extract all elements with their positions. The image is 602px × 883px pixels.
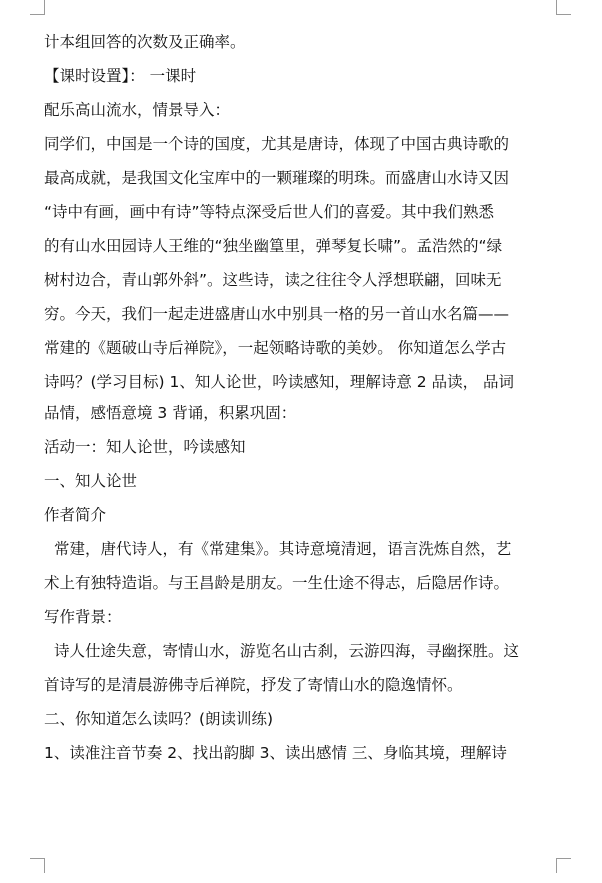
text-line: 诗人仕途失意，寄情山水，游览名山古刹，云游四海，寻幽探胜。这 bbox=[54, 642, 520, 660]
text-line: 诗吗？(学习目标) 1、知人论世，吟读感知，理解诗意 2 品读， 品词 bbox=[44, 373, 515, 391]
crop-mark-bottom-left bbox=[30, 858, 45, 873]
text-line: 品情，感悟意境 3 背诵，积累巩固： bbox=[44, 404, 297, 422]
section-heading: 活动一：知人论世，吟读感知 bbox=[44, 438, 246, 456]
text-line: 树村边合，青山郭外斜”。这些诗，读之往往令人浮想联翩，回味无 bbox=[44, 271, 502, 289]
text-line: 配乐高山流水，情景导入： bbox=[44, 101, 231, 119]
text-line: 首诗写的是清晨游佛寺后禅院，抒发了寄情山水的隐逸情怀。 bbox=[44, 676, 463, 694]
text-line: 常建的《题破山寺后禅院》，一起领略诗歌的美妙。 你知道怎么学古 bbox=[44, 339, 507, 357]
section-heading: 二、你知道怎么读吗？(朗读训练) bbox=[44, 710, 274, 728]
section-heading: 写作背景： bbox=[44, 608, 122, 626]
crop-mark-top-right bbox=[556, 0, 571, 15]
text-line: 同学们，中国是一个诗的国度，尤其是唐诗，体现了中国古典诗歌的 bbox=[44, 135, 510, 153]
text-line: 穷。今天，我们一起走进盛唐山水中别具一格的另一首山水名篇—— bbox=[44, 305, 510, 323]
text-line: 最高成就，是我国文化宝库中的一颗璀璨的明珠。而盛唐山水诗又因 bbox=[44, 169, 510, 187]
section-heading: 一、知人论世 bbox=[44, 472, 138, 490]
section-heading: 【课时设置】： 一课时 bbox=[44, 67, 197, 85]
text-line: “诗中有画，画中有诗”等特点深受后世人们的喜爱。其中我们熟悉 bbox=[44, 203, 495, 221]
text-line: 的有山水田园诗人王维的“独坐幽篁里，弹琴复长啸”。孟浩然的“绿 bbox=[44, 237, 503, 255]
crop-mark-bottom-right bbox=[556, 858, 571, 873]
text-line: 计本组回答的次数及正确率。 bbox=[44, 33, 246, 51]
text-line: 常建，唐代诗人，有《常建集》。其诗意境清迥，语言洗炼自然，艺 bbox=[54, 540, 512, 558]
crop-mark-top-left bbox=[30, 0, 45, 15]
text-line: 术上有独特造诣。与王昌龄是朋友。一生仕途不得志，后隐居作诗。 bbox=[44, 574, 510, 592]
text-line: 1、读准注音节奏 2、找出韵脚 3、读出感情 三、身临其境，理解诗 bbox=[44, 744, 507, 762]
section-heading: 作者简介 bbox=[44, 506, 107, 524]
document-body bbox=[44, 28, 546, 770]
